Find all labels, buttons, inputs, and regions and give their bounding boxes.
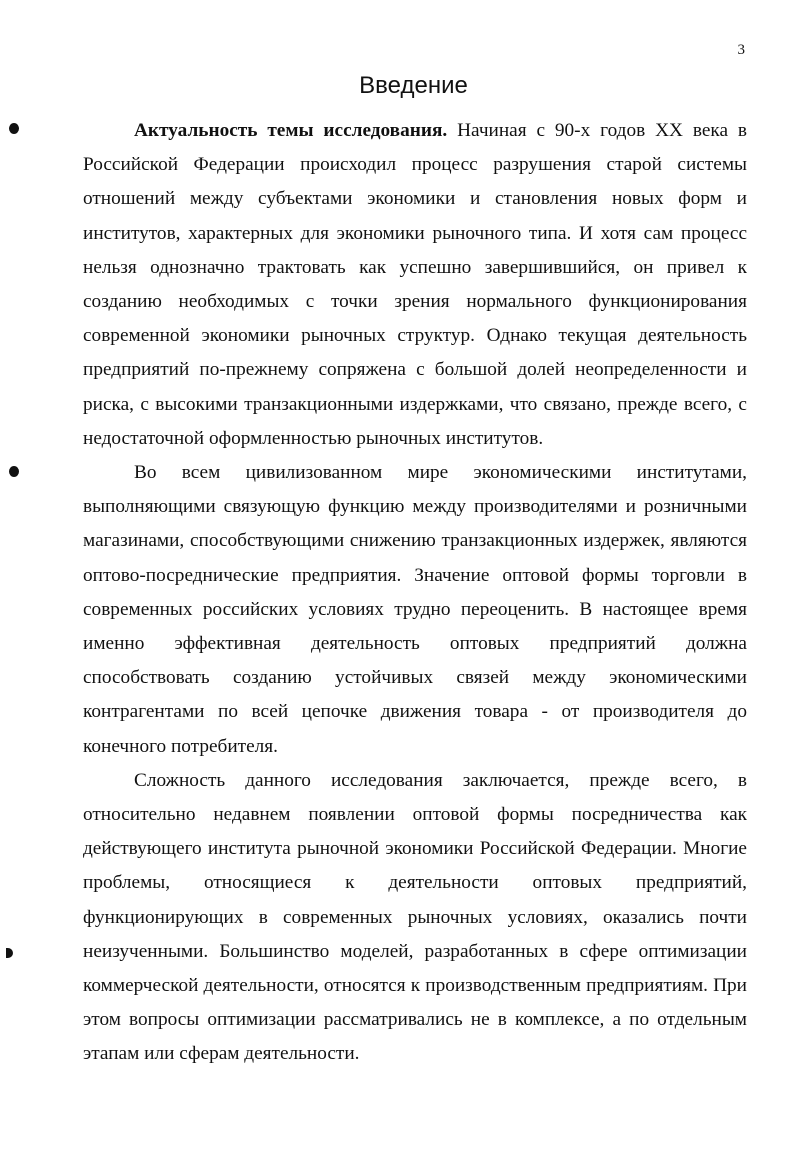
margin-dot [6,948,13,958]
document-body [83,114,747,1072]
paragraph-lead: Актуальность темы исследования. [134,120,448,141]
page-title: Введение [359,72,468,99]
page-number: 3 [737,42,745,58]
paragraph-wholesale: Во всем цивилизованном мире экономическими институтами, выполняющими связующую функцию между производителями и розничными магазинами, способствующими снижению транзакционных издержек, являются оптово-посреднические предприятия. Значение оптовой формы торговли в современных российских условиях трудно переоценить. В настоящее время именно эффективная деятельность оптовых предприятий должна способствовать созданию устойчивых связей между экономическими контрагентами по всей цепочке движения товара - от производителя до конечного потребителя. [83,462,747,757]
paragraph-relevance [83,114,747,456]
margin-dot [9,123,19,134]
margin-dot [9,466,19,477]
paragraph-text: Начиная с 90-х годов XX века в Российской Федерации происходил процесс разрушения старой системы отношений между субъектами экономики и становления новых форм и институтов, характерных для экономики рыночного типа. И хотя сам процесс нельзя однозначно трактовать как успешно завершившийся, он привел к созданию необходимых с точки зрения нормального функционирования современной экономики рыночных структур. Однако текущая деятельность предприятий по-прежнему сопряжена с большой долей неопределенности и риска, с высокими транзакционными издержками, что связано, прежде всего, с недостаточной оформленностью рыночных институтов. [83,120,747,449]
paragraph-complexity: Сложность данного исследования заключается, прежде всего, в относительно недавнем появлении оптовой формы посредничества как действующего института рыночной экономики Российской Федерации. Многие проблемы, относящиеся к деятельности оптовых предприятий, функционирующих в современных рыночных условиях, оказались почти неизученными. Большинство моделей, разработанных в сфере оптимизации коммерческой деятельности, относятся к производственным предприятиям. При этом вопросы оптимизации рассматривались не в комплексе, а по отдельным этапам или сферам деятельности. [83,769,747,1065]
